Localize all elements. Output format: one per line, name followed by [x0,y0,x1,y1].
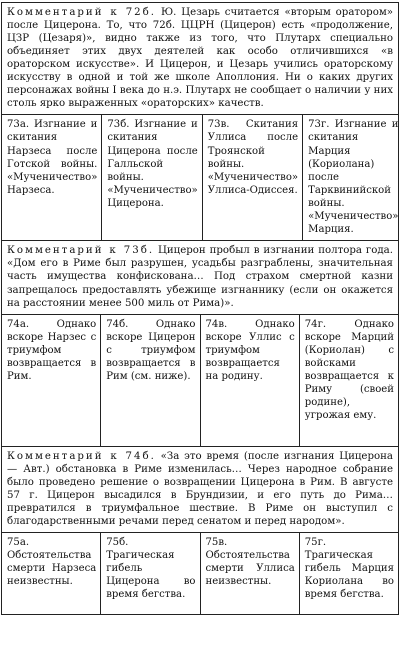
table-row-73 [1,114,399,240]
table-row-74 [1,314,399,446]
cell-74a: 74а. Однако вскоре Нарзес с триумфом возвращается в Рим. [7,318,97,383]
commentary-text: Цицерон пробыл в изгнании полтора года. «Дом его в Риме был разрушен, усадьбы разграблены, значительная часть имущества конфискована… Под страхом смертной казни запрещалось предоставлять убежище изгнаннику (если он окажется на расстоянии менее 500 миль от Рима)». [7,245,393,309]
cell-74c: 74в. Однако вскоре Уллис с триумфом возвращается на родину. [200,315,299,446]
cell-75a: 75а. Обстоятельства смерти Нарзеса неизвестны. [7,536,97,588]
cell-74d: 74г. Однако вскоре Марций (Кориолан) с войсками возвращается к Риму (своей родине), угрожая ему. [299,315,398,446]
cell-75c: 75в. Обстоятельства смерти Уллиса неизвестны. [200,533,299,614]
table-row-75 [1,532,399,615]
cell-73b: 73б. Изгнание и скитания Цицерона после Галльской войны. «Мученичество» Цицерона. [101,115,201,240]
cell-73d: 73г. Изгнание и скитания Марция (Кориолана) после Тарквинийской войны. «Мученичество» Марция. [302,115,400,240]
commentary-lead: Комментарий к 72б. [7,7,157,18]
commentary-lead: Комментарий к 74б. [7,450,156,462]
commentary-text: Ю. Цезарь считается «вторым оратором» после Цицерона. То, что 72б. ЦЦРН (Цицерон) есть «продолжение, ЦЗР (Цезаря)», видно также из того, что Плутарх специально объединяет этих двух деятелей как особо отличившихся «в ораторском искусстве». И Цицерон, и Цезарь учились ораторскому искусству в одной и той же школе Аполлония. Ни о каких других персонажах войны I века до н.э. Плутарх не сообщает о наличии у них столь ярко выраженных «ораторских» качеств. [7,7,393,110]
cell-75d: 75г. Трагическая гибель Марция Кориолана во время бегства. [299,533,398,614]
commentary-text: «За это время (после изгнания Цицерона — Авт.) обстановка в Риме изменилась… Через народное собрание было проведено решение о возвращении Цицерона в Рим. В августе 57 г. Цицерон высадился в Брундизии, и его путь до Рима… превратился в триумфальное шествие. В Риме он выступил с благодарственными речами перед сенатом и перед народом». [7,450,393,527]
cell-75b: 75б. Трагическая гибель Цицерона во время бегства. [100,533,199,614]
cell-74b: 74б. Однако вскоре Цицерон с триумфом возвращается в Рим (см. ниже). [100,315,199,446]
cell-73c: 73в. Скитания Уллиса после Троянской войны. «Мученичество» Уллиса-Одиссея. [202,115,302,240]
document-page [1,2,399,615]
cell-73a: 73а. Изгнание и скитания Нарзеса после Готской войны. «Мученичество» Нарзеса. [7,119,98,196]
commentary-73b [1,240,399,313]
commentary-74b [1,446,399,532]
commentary-lead: Комментарий к 73б. [7,245,155,257]
commentary-72b [1,2,399,114]
